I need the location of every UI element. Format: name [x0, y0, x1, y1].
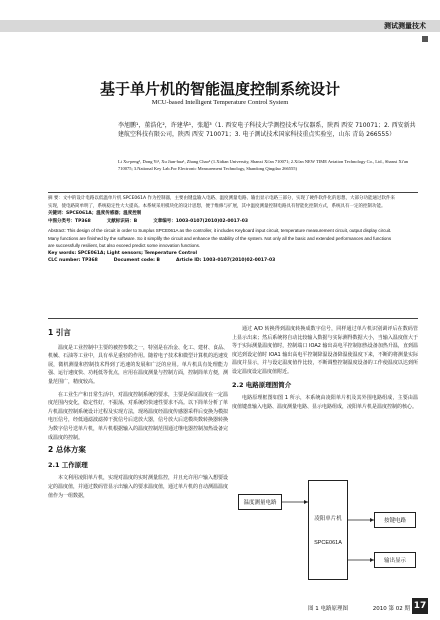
- keywords-english: Key words: SPCE061A; Light sensors; Temperature Control: [48, 250, 197, 256]
- authors-chinese: 李旭鹏¹，董浩化²，许建华¹，张超³（1. 西安电子科技大学测控技术与仪器系，陕西 西安 710071；2. 西安新共建航空科技有限公司，陕西 西安 710071；3. 电子测试技术国家科技重点实验室，山东 青岛 266555）: [118, 122, 416, 138]
- section-heading-intro: 1 引言: [48, 328, 71, 337]
- mcu-block: [308, 480, 348, 580]
- article-id-en: Article ID: 1003-0107(2010)02-0017-03: [175, 258, 276, 263]
- keyboard-block: 按键电路: [374, 512, 416, 528]
- corner-mark: [422, 36, 428, 42]
- temp-circuit-block: 温度测量电路: [238, 494, 282, 510]
- class-number-cn: 中图分类号：TP368: [48, 218, 91, 224]
- issue-label: 2010 第 02 期: [372, 606, 410, 612]
- paragraph: 通过 A/D 转换得到温度转换成数字信号，同样通过单片机识别调评后在数码管上显示出来；然后系统将自动比较输入数据与实际测得数据大小，当输入温度值大于等于实际测量温度值时，控制端口 IOA2 输出高电平控制加热设备加热升温，直到温度达到设定值时 IOA1 输出高电平控制降温设备降温使温度下来，不断的将测量实际温度并显示，并与设定温度值作比较，不断调整控制温度设备的工作使温度以达到所设定温度设定温度值附近。: [232, 326, 418, 375]
- paragraph: 温度是工业控制中主要的被控参数之一，特别是在冶金、化工、建材、食品、机械、石油等工业中，具有举足重轻的作用。随着电子技术和微型计算机的迅速发展，微机测量和控制技术得到了迅速的发展和广泛的应用。单片机具有处理能力强、运行速度快、功耗低等优点，应用在温度测量与控制方面，控制简单方便，测量范围广，精度较高。: [48, 344, 229, 385]
- doc-code-cn: 文献标识码：B: [106, 218, 138, 224]
- display-block: 输出显示: [374, 552, 416, 568]
- clc-number-en: CLC number: TP368: [48, 258, 98, 263]
- divider-bottom: [48, 318, 418, 319]
- classification-row-cn: [48, 218, 398, 226]
- doc-code-en: Document code: B: [113, 258, 160, 263]
- authors-english: Li Xu-peng¹, Dong Yi², Xu Jian-hua¹, Zhang Chao³ (1.Xidian University, Shanxi Xi'an 710071; 2.Xi'an NEW TIME Aviation Technology Co., Ltd., Shanxi Xi'an 710075; 3.National Key Lab.For Electronic Measurement Technology, Shandong Qingdao 266555): [118, 159, 409, 171]
- page-number: 17: [412, 598, 428, 614]
- keywords-chinese: 关键词：SPCE061A；温度传感器；温度控制: [48, 211, 142, 216]
- header-band: [0, 20, 440, 32]
- circuit-block-diagram: [238, 480, 418, 592]
- article-title: 基于单片机的智能温度控制系统设计: [99, 80, 340, 98]
- article-number-cn: 文章编号：1003-0107(2010)02-0017-03: [153, 218, 249, 224]
- figure-caption: 图 1 电路原理图: [308, 606, 348, 612]
- mcu-model: SPCE061A: [314, 540, 342, 546]
- abstract-english: Abstract: This design of the circuit in order to Sunplus SPCE061A as the controller, it includes Keyboard input circuit, temperature measurement circuit, output display circuit. Many functions are finished by the software. So it simplify the circuit and enhance the stability of the system. Not only all the basic and extended performances and functions are successfully resilient, but also exceed predict some innovation functions.: [48, 228, 392, 248]
- section-heading-overall: 2 总体方案: [48, 445, 86, 455]
- column-right: [232, 325, 418, 415]
- divider-top: [48, 192, 418, 193]
- article-subtitle: MCU-based Intelligent Temperature Control System: [151, 99, 289, 106]
- abstract-section: [48, 195, 398, 265]
- paragraph: 电路原理框图如图 1 所示，本系统由凌阳单片机及其外围电路组成，主要由温度值键盘输入电路、温度测量电路、显示电路组成，凌阳单片机是温度控制的核心。: [232, 395, 418, 410]
- mcu-label: 凌阳单片机: [314, 516, 342, 522]
- paragraph: 本文利用凌阳单片机，实现对温度的实时测量监控，并且允许用户输入想要设定的温度值，并通过数码管显示出输入的要求温度值，通过单片机的自动测温温度值作为一组数据，: [48, 475, 229, 499]
- journal-section-title: 测试测量技术: [384, 22, 426, 30]
- classification-row-en: [48, 257, 398, 265]
- paragraph: 在工业生产和日常生活中，对温度控制系统的要求，主要是保证温度在一定温度范围内变化，稳定性好，不振荡，对系统的快速性要求不高。以下简单分析了单片机温度控制系统设计过程及实现方法，现场温度经温度传感器采样后变换为模拟电压信号，经低通滤波滤掉干扰信号后送放大器，信号放大后送模块数转换器转换为数字信号送单片机，单片机根据输入的温度控制范围通过继电器控制加热设备完成温度的控制。: [48, 391, 229, 441]
- column-left: [48, 325, 228, 504]
- abstract-chinese: 摘 要：文中的设计电路以低温单片机 SPCE061A 作为控制器，主要由键盘输入电路、温度测量电路、输出显示电路三部分，实现了硬件软件化的思想，大部分功能通过软件来实现，使电路简单明了，系统稳定性大大提高。本系统采用模块化的设计思想，便于维修与扩展，其中温度测量控制电路具有智能化控制方式，系统具有一定的控制功能。: [48, 196, 396, 209]
- subsection-heading-principle: 2.1 工作原理: [48, 460, 88, 469]
- subsection-heading-circuit: 2.2 电路原理图简介: [232, 380, 292, 389]
